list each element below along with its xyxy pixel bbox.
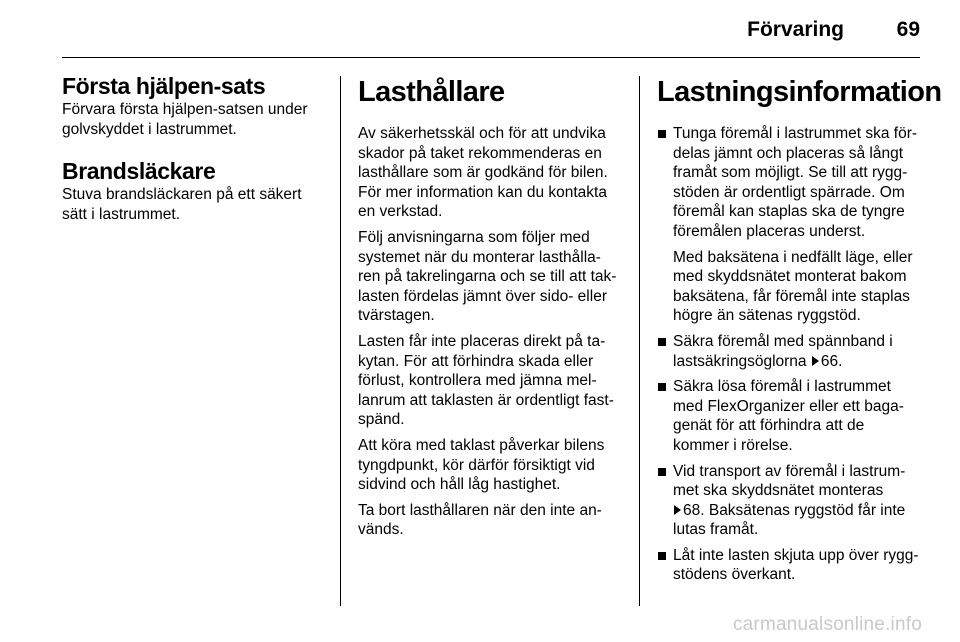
page-reference-link[interactable]: 68. Baksätenas ryggstöd får inte [683,501,906,519]
column-loading-info [657,68,942,591]
loading-info-list [657,124,923,585]
bullet-icon [658,338,666,346]
roof-rack-paragraph-4: Att köra med taklast påverkar bilens tyngdpunkt, kör därför försiktigt vid sidvind och håll låg hastighet. [358,436,605,494]
list-item: Säkra lösa föremål i lastrummet med FlexOrganizer eller ett baga- genät för att förhindra att de kommer i rörelse. [657,377,923,455]
bullet-icon [658,552,666,560]
page-reference-arrow-icon [674,505,681,515]
roof-rack-paragraph-5: Ta bort lasthållaren när den inte an- vänds. [358,501,602,539]
column-first-aid [62,68,324,224]
bullet-icon [658,383,666,391]
heading-loading-info: Lastningsinformation [657,76,942,108]
list-item: Vid transport av föremål i lastrum- met ska skyddsnätet monteras 68. Baksätenas ryggstöd får inte lutas framåt. [657,462,923,540]
roof-rack-paragraph-2: Följ anvisningarna som följer med systemet när du monterar lasthålla- ren på takrelingarna och se till att tak- lasten fördelas jämnt över sido- eller tvärstagen. [358,228,617,325]
bullet-icon [658,130,666,138]
heading-fire-extinguisher: Brandsläckare [62,158,216,185]
list-item: Låt inte lasten skjuta upp över rygg- stödens överkant. [657,546,923,585]
roof-rack-paragraph-3: Lasten får inte placeras direkt på ta- kytan. För att förhindra skada eller förlust, kontrollera med jämna mel- lanrum att taklasten är ordentligt fast- spänd. [358,332,614,429]
section-title: Förvaring [747,18,844,41]
fire-extinguisher-text: Stuva brandsläckaren på ett säkert sätt i lastrummet. [62,186,302,223]
page-reference-arrow-icon [812,356,819,366]
heading-roof-rack: Lasthållare [358,76,505,108]
roof-rack-paragraph-1: Av säkerhetsskäl och för att undvika skador på taket rekommenderas en lasthållare som är godkänd för bilen. För mer information kan du kontakta en verkstad. [358,125,608,221]
list-item: Säkra föremål med spännband i lastsäkringsöglorna 66. [657,332,923,371]
column-divider-1 [340,76,341,606]
bullet-icon [658,468,666,476]
watermark: carmanualsonline.info [732,614,922,635]
page-number: 69 [896,18,920,41]
header-divider [62,57,920,58]
column-divider-2 [639,76,640,606]
heading-first-aid: Första hjälpen-sats [62,73,266,99]
page-reference-link[interactable]: 66. [820,352,843,370]
column-roof-rack [358,68,623,546]
list-item: Tunga föremål i lastrummet ska för- delas jämnt och placeras så långt framåt som möjligt. Se till att rygg- stöden är ordentligt spärrade. Om föremål kan staplas ska de tyngre föremålen placeras underst. Med baksätena i nedfällt läge, eller med skyddsnätet monterat bakom baksätena, får föremål inte staplas högre än sätenas ryggstöd. [657,124,923,326]
first-aid-text: Förvara första hjälpen-satsen under golvskyddet i lastrummet. [62,101,308,138]
